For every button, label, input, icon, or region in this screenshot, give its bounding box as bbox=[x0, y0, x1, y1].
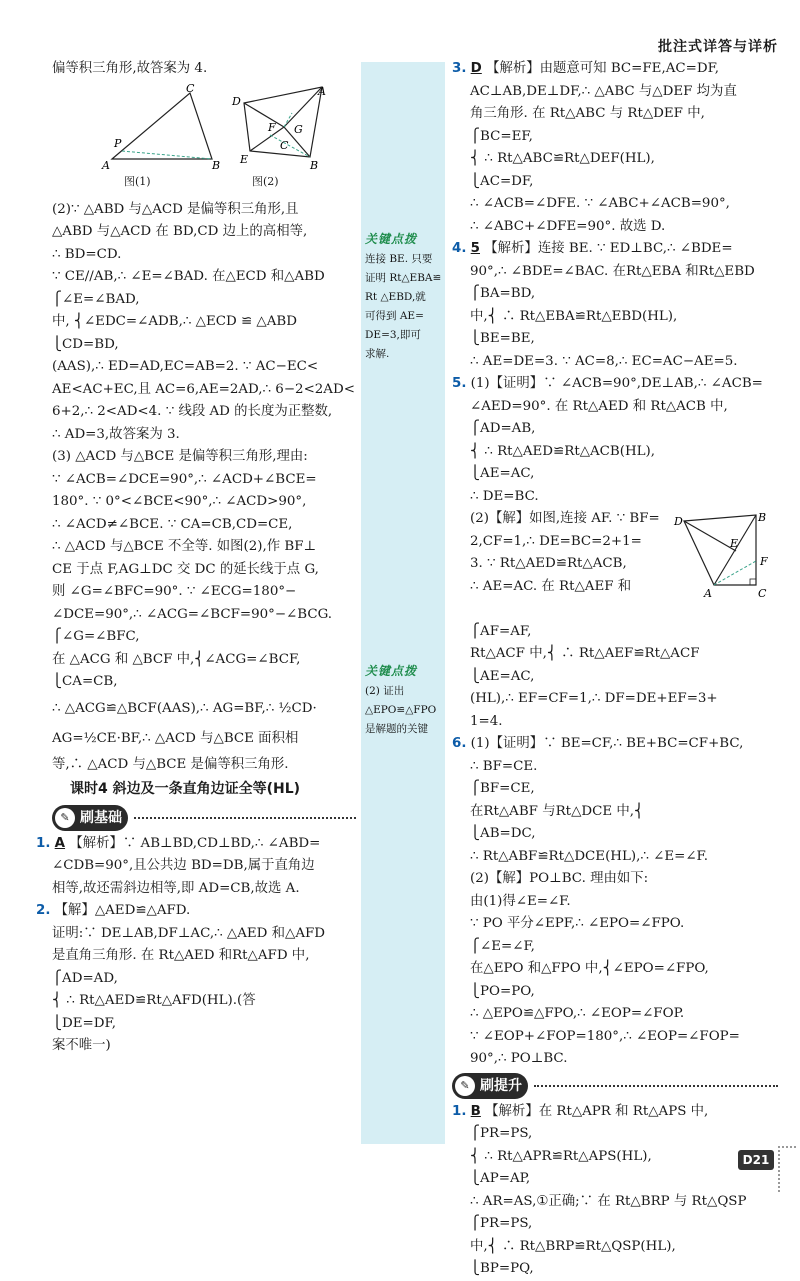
text-line: (2)∵ △ABD 与△ACD 是偏等积三角形,且 bbox=[52, 201, 299, 217]
banner-advance bbox=[452, 1073, 778, 1101]
figure-label: A bbox=[102, 158, 110, 172]
figure-label: A bbox=[704, 587, 712, 600]
text-line: ⎧∠E=∠F, bbox=[470, 938, 535, 954]
text-line: ∴ AE=AC. 在 Rt△AEF 和 bbox=[470, 578, 632, 594]
text-line: ⎧PR=PS, bbox=[470, 1126, 533, 1141]
text-line: ∵ ∠EOP+∠FOP=180°,∴ ∠EOP=∠FOP= bbox=[470, 1028, 740, 1044]
question-6 bbox=[452, 733, 778, 1071]
text-line: 在 △ACG 和 △BCF 中,⎨∠ACG=∠BCF, bbox=[52, 651, 301, 667]
text-line: (1)【证明】∵ ∠ACB=90°,DE⊥AB,∴ ∠ACB= bbox=[470, 376, 763, 391]
text-line: ∠CDB=90°,且公共边 BD=DB,属于直角边 bbox=[52, 858, 315, 873]
figure-caption: 图(1) bbox=[124, 174, 151, 188]
banner-basic bbox=[52, 805, 356, 833]
text-line: ∴ ∠ACB=∠DFE. ∵ ∠ABC+∠ACB=90°, bbox=[470, 196, 730, 211]
text-line: ⎩AB=DC, bbox=[470, 826, 536, 841]
tip-line: 可得到 AE= bbox=[365, 310, 424, 322]
figure-2 bbox=[230, 83, 330, 173]
text-line: 等,∴ △ACD 与△BCE 是偏等积三角形. bbox=[52, 756, 289, 772]
text-line: 【解析】在 Rt△APR 和 Rt△APS 中, bbox=[485, 1103, 709, 1119]
answer-letter: A bbox=[54, 835, 66, 851]
figures-row bbox=[52, 81, 356, 193]
left-column bbox=[36, 58, 356, 1058]
text-line: 【解析】由题意可知 BC=FE,AC=DF, bbox=[486, 61, 720, 76]
question-7 bbox=[452, 1101, 778, 1281]
text-line: ⎩CD=BD, bbox=[52, 336, 119, 352]
text-line: ∴ BD=CD. bbox=[52, 246, 122, 262]
dotted-divider bbox=[134, 817, 356, 819]
question-1 bbox=[36, 833, 356, 901]
question-number: 4. bbox=[452, 241, 467, 256]
solution-lines bbox=[52, 199, 356, 777]
text-line: ∴ △ACG≌△BCF(AAS),∴ AG=BF,∴ ½CD· bbox=[52, 700, 317, 716]
question-number: 2. bbox=[36, 903, 51, 918]
text-line: ∴ ∠ACD≠∠BCE. ∵ CA=CB,CD=CE, bbox=[52, 516, 293, 532]
answer-letter: D bbox=[470, 61, 482, 76]
lesson-title: 课时4 斜边及一条直角边证全等(HL) bbox=[70, 781, 301, 797]
text-line: ⎨ ∴ Rt△APR≌Rt△APS(HL), bbox=[470, 1148, 652, 1164]
figure-label: D bbox=[674, 515, 683, 528]
text-line: 中,⎨ ∴ Rt△BRP≌Rt△QSP(HL), bbox=[470, 1238, 676, 1254]
text-line: ⎨ ∴ Rt△AED≌Rt△AFD(HL).(答 bbox=[52, 993, 256, 1008]
figure-label: E bbox=[730, 537, 739, 550]
figure-label: F bbox=[760, 555, 768, 568]
figure-label: C bbox=[280, 138, 289, 152]
text-line: 【解】△AED≌△AFD. bbox=[54, 903, 191, 918]
header-title: 批注式详答与详析 bbox=[658, 39, 778, 55]
text-line bbox=[452, 598, 778, 621]
text-line: 180°. ∵ 0°<∠BCE<90°,∴ ∠ACD>90°, bbox=[52, 494, 307, 509]
text-line: ∴ △ACD 与△BCE 不全等. 如图(2),作 BF⊥ bbox=[52, 539, 317, 554]
text-line: ∴ ∠ABC+∠DFE=90°. 故选 D. bbox=[470, 218, 666, 234]
text-line: 6+2,∴ 2<AD<4. ∵ 线段 AD 的长度为正整数, bbox=[52, 404, 333, 419]
text-line: ⎩CA=CB, bbox=[52, 674, 118, 689]
text-line: 1=4. bbox=[470, 713, 503, 729]
question-number: 6. bbox=[452, 736, 467, 751]
text-line: ∵ ∠ACB=∠DCE=90°,∴ ∠ACD+∠BCE= bbox=[52, 471, 317, 487]
text-line: AE<AC+EC,且 AC=6,AE=2AD,∴ 6−2<2AD< bbox=[52, 381, 355, 397]
tip-box bbox=[365, 230, 443, 364]
figure-label: F bbox=[268, 120, 276, 134]
text-line: (AAS),∴ ED=AD,EC=AB=2. ∵ AC−EC< bbox=[52, 359, 319, 374]
text-line: △ABD 与△ACD 在 BD,CD 边上的高相等, bbox=[52, 224, 308, 239]
text-line: (2)【解】PO⊥BC. 理由如下: bbox=[470, 871, 649, 886]
text-line: ⎧BC=EF, bbox=[470, 128, 533, 144]
figure-label: C bbox=[186, 81, 195, 95]
text-line: ⎨ ∴ Rt△ABC≌Rt△DEF(HL), bbox=[470, 151, 655, 166]
question-2 bbox=[36, 900, 356, 1058]
text-line: 则 ∠G=∠BFC=90°. ∵ ∠ECG=180°− bbox=[52, 584, 297, 599]
text-line: Rt△ACF 中,⎨ ∴ Rt△AEF≌Rt△ACF bbox=[470, 646, 700, 661]
dotted-divider bbox=[534, 1085, 778, 1087]
text-line: ∴ DE=BC. bbox=[470, 488, 539, 504]
text-line: ⎧PR=PS, bbox=[470, 1216, 533, 1231]
text-line: 【解析】∵ AB⊥BD,CD⊥BD,∴ ∠ABD= bbox=[69, 835, 321, 851]
text-line: ⎨ ∴ Rt△AED≌Rt△ACB(HL), bbox=[470, 443, 656, 459]
text-line: 在△EPO 和△FPO 中,⎨∠EPO=∠FPO, bbox=[470, 961, 709, 976]
text-line: 偏等积三角形,故答案为 4. bbox=[52, 61, 208, 76]
tip-line: △EPO≌△FPO bbox=[365, 704, 437, 716]
figure-label: D bbox=[232, 94, 241, 108]
tip-line: DE=3,即可 bbox=[365, 329, 421, 341]
text-line: ⎩BE=BE, bbox=[470, 331, 535, 346]
question-number: 3. bbox=[452, 61, 467, 76]
text-line: ∴ BF=CE. bbox=[470, 758, 538, 774]
figure-label: E bbox=[240, 152, 249, 166]
text-line: ∵ PO 平分∠EPF,∴ ∠EPO=∠FPO. bbox=[470, 916, 685, 931]
figure-label: B bbox=[758, 511, 767, 524]
text-line: ⎩AE=AC, bbox=[470, 668, 535, 684]
text-line: 【解析】连接 BE. ∵ ED⊥BC,∴ ∠BDE= bbox=[484, 241, 733, 256]
question-number: 5. bbox=[452, 376, 467, 391]
text-line: ⎩AC=DF, bbox=[470, 173, 534, 189]
text-line: ⎩AP=AP, bbox=[470, 1171, 531, 1186]
text-line: ⎧BF=CE, bbox=[470, 781, 535, 796]
text-line: ∠DCE=90°,∴ ∠ACG=∠BCF=90°−∠BCG. bbox=[52, 606, 333, 622]
text-line: ∠AED=90°. 在 Rt△AED 和 Rt△ACB 中, bbox=[470, 398, 728, 414]
tip-line: 是解题的关键 bbox=[365, 723, 428, 735]
pencil-icon: ✎ bbox=[455, 1076, 475, 1096]
text-line: 在Rt△ABF 与Rt△DCE 中,⎨ bbox=[470, 803, 645, 819]
text-line: 角三角形. 在 Rt△ABC 与 Rt△DEF 中, bbox=[470, 106, 705, 121]
banner-label: 刷提升 bbox=[480, 1077, 522, 1094]
text-line: ∴ △EPO≌△FPO,∴ ∠EOP=∠FOP. bbox=[470, 1006, 685, 1021]
text-line: ⎧AF=AF, bbox=[470, 623, 532, 639]
text-line: ∵ CE//AB,∴ ∠E=∠BAD. 在△ECD 和△ABD bbox=[52, 269, 325, 284]
text-line: ⎩DE=DF, bbox=[52, 1015, 116, 1031]
text-line: (3) △ACD 与△BCE 是偏等积三角形,理由: bbox=[52, 449, 308, 464]
text-line: ∴ AE=DE=3. ∵ AC=8,∴ EC=AC−AE=5. bbox=[470, 353, 738, 369]
text-line: ∴ AR=AS,①正确;∵ 在 Rt△BRP 与 Rt△QSP bbox=[470, 1193, 747, 1209]
text-line: AC⊥AB,DE⊥DF,∴ △ABC 与△DEF 均为直 bbox=[470, 83, 737, 99]
banner-label: 刷基础 bbox=[80, 809, 122, 826]
text-line: ⎩BP=PQ, bbox=[470, 1261, 534, 1276]
question-5 bbox=[452, 373, 778, 733]
figure-label: B bbox=[310, 158, 319, 172]
figure-label: A bbox=[318, 84, 326, 98]
text-line: (1)【证明】∵ BE=CF,∴ BE+BC=CF+BC, bbox=[470, 736, 744, 751]
text-line: 中,⎨ ∴ Rt△EBA≌Rt△EBD(HL), bbox=[470, 308, 678, 324]
question-3 bbox=[452, 58, 778, 238]
figure-label: G bbox=[294, 122, 303, 136]
tip-line: 求解. bbox=[365, 348, 390, 360]
question-number: 1. bbox=[36, 835, 51, 851]
figure-label: B bbox=[212, 158, 221, 172]
text-line: ⎧∠G=∠BFC, bbox=[52, 629, 140, 644]
text-line: 由(1)得∠E=∠F. bbox=[470, 893, 571, 909]
page-number: D21 bbox=[738, 1150, 774, 1170]
text-line: (2)【解】如图,连接 AF. ∵ BF= bbox=[470, 511, 660, 526]
text-line: ⎩PO=PO, bbox=[470, 983, 535, 999]
figure-caption: 图(2) bbox=[252, 174, 279, 188]
figure-1 bbox=[102, 81, 221, 173]
text-line: ⎧BA=BD, bbox=[470, 286, 536, 301]
pencil-icon: ✎ bbox=[55, 808, 75, 828]
tip-box bbox=[365, 662, 443, 739]
answer-letter: B bbox=[470, 1103, 481, 1119]
tips-column bbox=[361, 62, 445, 1144]
text-line: 2,CF=1,∴ DE=BC=2+1= bbox=[470, 533, 642, 549]
text-line: 3. ∵ Rt△AED≌Rt△ACB, bbox=[470, 556, 627, 571]
tip-title: 关键点拨 bbox=[365, 664, 418, 678]
text-line: 是直角三角形. 在 Rt△AED 和Rt△AFD 中, bbox=[52, 948, 310, 963]
question-number: 1. bbox=[452, 1103, 467, 1119]
tip-line: Rt △EBD,就 bbox=[365, 291, 426, 303]
tip-line: 证明 Rt△EBA≌ bbox=[365, 272, 442, 284]
question-4 bbox=[452, 238, 778, 373]
figure-label: P bbox=[114, 136, 122, 150]
text-line: ∴ AD=3,故答案为 3. bbox=[52, 426, 180, 442]
tip-line: 连接 BE. 只要 bbox=[365, 253, 433, 265]
figure-3 bbox=[674, 511, 774, 599]
figure-label: C bbox=[758, 587, 767, 600]
text-line: 案不唯一) bbox=[52, 1038, 111, 1053]
text-line: ∴ Rt△ABF≌Rt△DCE(HL),∴ ∠E=∠F. bbox=[470, 848, 709, 864]
text-line: ⎧AD=AD, bbox=[52, 970, 118, 986]
text-line: AG=½CE·BF,∴ △ACD 与△BCE 面积相 bbox=[52, 730, 299, 746]
text-line: ⎧∠E=∠BAD, bbox=[52, 291, 140, 307]
right-column bbox=[452, 58, 778, 1281]
text-line: (HL),∴ EF=CF=1,∴ DF=DE+EF=3+ bbox=[470, 691, 718, 706]
text-line: 90°,∴ ∠BDE=∠BAC. 在Rt△EBA 和Rt△EBD bbox=[470, 263, 755, 279]
tip-title: 关键点拨 bbox=[365, 232, 418, 246]
answer-letter: 5 bbox=[470, 241, 480, 256]
text-line: 中, ⎨∠EDC=∠ADB,∴ △ECD ≌ △ABD bbox=[52, 314, 297, 329]
text-line: 相等,故还需斜边相等,即 AD=CB,故选 A. bbox=[52, 880, 300, 896]
text-line: CE 于点 F,AG⊥DC 交 DC 的延长线于点 G, bbox=[52, 561, 319, 577]
text-line: 证明:∵ DE⊥AB,DF⊥AC,∴ △AED 和△AFD bbox=[52, 925, 326, 941]
page-corner-decoration bbox=[778, 1146, 796, 1192]
text-line: ⎩AE=AC, bbox=[470, 466, 535, 481]
tip-line: (2) 证出 bbox=[365, 685, 405, 697]
text-line: 90°,∴ PO⊥BC. bbox=[470, 1051, 568, 1066]
text-line: ⎧AD=AB, bbox=[470, 421, 536, 436]
